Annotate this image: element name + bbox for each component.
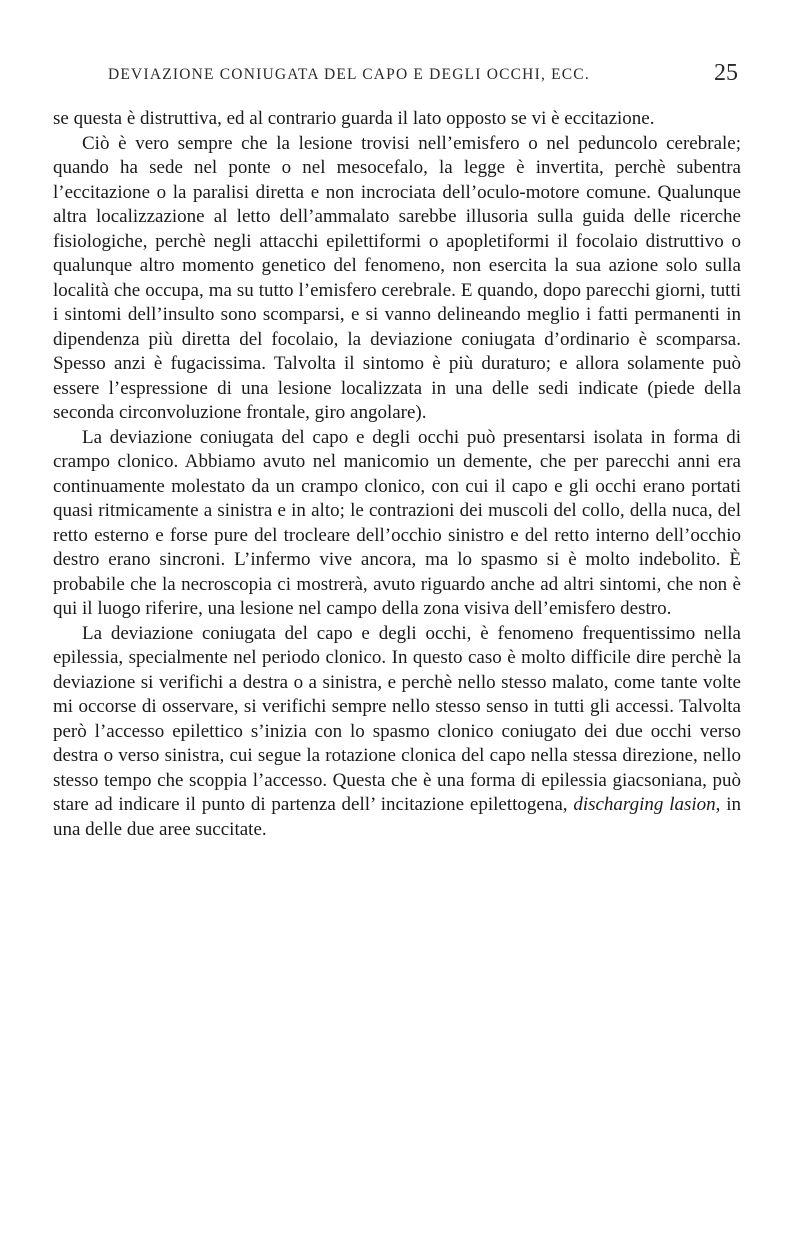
paragraph-4-text-before: La deviazione coniugata del capo e degli occhi, è fenomeno frequentissimo nella epilessia, specialmente nel periodo clonico. In questo caso è molto difficile dire perchè la deviazione si verifichi a destra o a sinistra, e perchè nello stesso malato, come tante volte mi occorse di osservare, si verifichi sempre nello stesso senso in tutti gli accessi. Talvolta però l’accesso epilettico s’inizia con lo spasmo clonico coniugato dei due occhi verso destra o verso sinistra, cui segue la rotazione clonica del capo nella stessa direzione, nello stesso tempo che scoppia l’accesso. Questa che è una forma di epilessia giacsoniana, può stare ad indicare il punto di partenza dell’ incitazione epilettogena, (53, 622, 741, 815)
italic-english-term: discharging lasion (573, 794, 716, 815)
paragraph-3: La deviazione coniugata del capo e degli occhi può presentarsi isolata in forma di crampo clonico. Abbiamo avuto nel manicomio un demente, che per parecchi anni era continuamente molestato da un crampo clonico, con cui il capo e gli occhi erano portati quasi ritmicamente a sinistra e in alto; le contrazioni dei muscoli del collo, della nuca, del retto esterno e forse pure del trocleare dell’occhio sinistro e del retto interno dell’occhio destro erano sincroni. L’infermo vive ancora, ma lo spasmo si è molto indebolito. È probabile che la necroscopia ci mostrerà, avuto riguardo anche ad altri sintomi, che non è qui il luogo riferire, una lesione nel campo della zona visiva dell’emisfero destro. (53, 426, 741, 619)
paragraph-2: Ciò è vero sempre che la lesione trovisi nell’emisfero o nel peduncolo cerebrale; quando ha sede nel ponte o nel mesocefalo, la legge è invertita, perchè subentra l’eccitazione o la paralisi diretta e non incrociata dell’oculo-motore comune. Qualunque altra localizzazione al letto dell’ammalato sarebbe illusoria sulla guida delle ricerche fisiologiche, perchè negli attacchi epilettiformi o apopletiformi il focolaio distruttivo o qualunque altro momento genetico del fenomeno, non esercita la sua azione solo sulla località che occupa, ma su tutto l’emisfero cerebrale. E quando, dopo parecchi giorni, tutti i sintomi dell’insulto sono scomparsi, e si vanno delineando meglio i fatti permanenti in dipendenza più diretta del focolaio, la deviazione coniugata d’ordinario è scomparsa. Spesso anzi è fugacissima. Talvolta il sintomo è più duraturo; e allora solamente può essere l’espressione di una lesione localizzata in una delle sedi indicate (piede della seconda circonvoluzione frontale, giro angolare). (53, 132, 741, 423)
paragraph-4 (53, 622, 741, 843)
running-header (68, 60, 740, 90)
paragraph-4-text-after: , in una delle due aree succitate. (53, 794, 742, 840)
page-number: 25 (714, 60, 738, 86)
paragraph-1: se questa è distruttiva, ed al contrario guarda il lato opposto se vi è eccitazione. (53, 108, 655, 129)
body-text (53, 107, 741, 842)
running-title: DEVIAZIONE CONIUGATA DEL CAPO E DEGLI OCCHI, ECC. (108, 66, 590, 83)
